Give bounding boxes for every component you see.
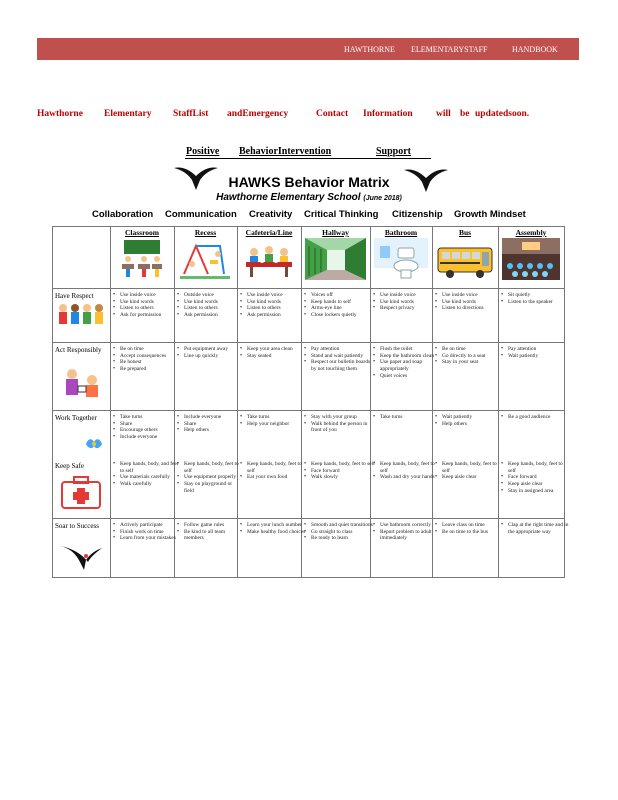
notice-word: Elementary xyxy=(104,109,152,119)
cell-responsibly-classroom xyxy=(112,346,180,373)
cell-respect-recess xyxy=(176,292,243,319)
cell-item: • Make healthy food choices xyxy=(247,529,307,536)
cell-item: • Keep the bathroom clean xyxy=(380,353,438,360)
cooperation-icon xyxy=(84,436,104,452)
classroom-illustration xyxy=(118,238,166,280)
column-header: Bus xyxy=(458,228,472,237)
cell-success-classroom xyxy=(112,522,180,542)
teacher-student-illustration xyxy=(60,366,104,402)
cell-together-recess xyxy=(176,414,243,434)
cell-item: • Include everyone xyxy=(184,414,243,421)
cell-responsibly-recess xyxy=(176,346,243,359)
cell-item: • Help others xyxy=(442,421,504,428)
cell-safe-classroom xyxy=(112,461,180,488)
cell-item: • Be prepared xyxy=(120,366,180,373)
cell-together-bathroom xyxy=(372,414,438,421)
kids-group-illustration xyxy=(56,302,106,330)
value-label: Creativity xyxy=(249,209,293,220)
cell-success-cafeteria xyxy=(239,522,307,535)
cell-item: • Outside voice xyxy=(184,292,243,299)
cell-item: • Keep your area clean xyxy=(247,346,307,353)
cell-item: • Take turns xyxy=(120,414,180,421)
notice-word: will xyxy=(436,109,451,119)
cell-item: • Be on time xyxy=(120,346,180,353)
cell-responsibly-hallway xyxy=(303,346,376,373)
notice-word: Contact xyxy=(316,109,349,119)
notice-word: andEmergency xyxy=(227,109,289,119)
cell-responsibly-cafeteria xyxy=(239,346,307,359)
cell-success-bathroom xyxy=(372,522,438,542)
cell-item: • Wait patiently xyxy=(442,414,504,421)
cell-item: • Ask for permission xyxy=(120,312,180,319)
column-header: Hallway xyxy=(322,228,349,237)
cell-safe-recess xyxy=(176,461,243,495)
column-header: Cafeteria/Line xyxy=(245,228,293,237)
cell-item: • Use inside voice xyxy=(120,292,180,299)
value-label: Citizenship xyxy=(392,209,443,220)
cell-item: • Be a good audience xyxy=(508,414,570,421)
cell-item: • Face forward xyxy=(508,474,570,481)
cell-item: • Use kind words xyxy=(380,299,438,306)
cell-item: • Walk carefully xyxy=(120,481,180,488)
cell-item: • Help your neighbor xyxy=(247,421,307,428)
cell-item: • Put equipment away xyxy=(184,346,243,353)
cell-item: • Stay seated xyxy=(247,353,307,360)
cell-item: • Stay with your group xyxy=(311,414,376,421)
cell-item: • Respect our bulletin boards by not touching them xyxy=(311,359,376,372)
cell-item: • Arms-eye line xyxy=(311,305,376,312)
cell-item: • Go directly to a seat xyxy=(442,353,504,360)
pbis-word: Support xyxy=(376,146,412,157)
cell-item: • Close lockers quietly xyxy=(311,312,376,319)
cell-item: • Learn your lunch number xyxy=(247,522,307,529)
pbis-word: BehaviorIntervention xyxy=(239,146,332,157)
cell-success-bus xyxy=(434,522,504,535)
cell-item: • Use inside voice xyxy=(442,292,504,299)
cell-item: • Take turns xyxy=(247,414,307,421)
cell-item: • Use kind words xyxy=(120,299,180,306)
cell-item: • Pay attention xyxy=(508,346,570,353)
matrix-subtitle xyxy=(0,192,618,203)
recess-illustration xyxy=(180,238,230,280)
cell-item: • Share xyxy=(120,421,180,428)
cell-item: • Wash and dry your hands xyxy=(380,474,438,481)
cell-together-hallway xyxy=(303,414,376,434)
cell-item: • Use inside voice xyxy=(380,292,438,299)
cell-item: • Be kind to all team members xyxy=(184,529,243,542)
hallway-illustration xyxy=(305,238,366,280)
cell-together-bus xyxy=(434,414,504,427)
cell-together-cafeteria xyxy=(239,414,307,427)
cell-safe-cafeteria xyxy=(239,461,307,481)
cell-safe-hallway xyxy=(303,461,376,481)
cell-item: • Ask permission xyxy=(247,312,307,319)
cell-item: • Listen to the speaker xyxy=(508,299,570,306)
row-label-safe: Keep Safe xyxy=(55,462,84,470)
cell-item: • Include everyone xyxy=(120,434,180,441)
cell-responsibly-bus xyxy=(434,346,504,366)
cell-safe-bathroom xyxy=(372,461,438,481)
cell-item: • Ask permission xyxy=(184,312,243,319)
notice-word: be xyxy=(460,109,470,119)
cell-item: • Keep aisle clear xyxy=(442,474,504,481)
cell-item: • Eat your own food xyxy=(247,474,307,481)
header-staff: ELEMENTARYSTAFF xyxy=(411,45,488,54)
cell-item: • Face forward xyxy=(311,468,376,475)
values-row xyxy=(0,209,618,223)
bus-icon xyxy=(436,238,496,280)
cell-item: • Use kind words xyxy=(247,299,307,306)
cell-item: • Leave class on time xyxy=(442,522,504,529)
cell-item: • Keep hands, body, feet to self xyxy=(184,461,243,474)
cell-item: • Keep hands, body, and feet to self xyxy=(120,461,180,474)
first-aid-icon xyxy=(58,474,104,512)
matrix-title: HAWKS Behavior Matrix xyxy=(228,174,390,190)
cell-item: • Walk slowly xyxy=(311,474,376,481)
cell-safe-assembly xyxy=(500,461,570,495)
value-label: Growth Mindset xyxy=(454,209,526,220)
header-band xyxy=(37,38,579,60)
value-label: Communication xyxy=(165,209,237,220)
cell-item: • Use paper and soap appropriately xyxy=(380,359,438,372)
cell-item: • Keep hands, body, feet to self xyxy=(442,461,504,474)
cell-item: • Help others xyxy=(184,427,243,434)
pbis-underline xyxy=(185,158,431,159)
cell-item: • Keep hands, body, feet to self xyxy=(247,461,307,474)
notice-word: Hawthorne xyxy=(37,109,83,119)
cell-item: • Use materials carefully xyxy=(120,474,180,481)
column-header: Recess xyxy=(194,228,217,237)
cell-together-assembly xyxy=(500,414,570,421)
cell-respect-bathroom xyxy=(372,292,438,312)
cell-item: • Actively participate xyxy=(120,522,180,529)
cell-success-assembly xyxy=(500,522,570,535)
cell-item: • Clap at the right time and in the appropriate way xyxy=(508,522,570,535)
cell-item: • Finish work on time xyxy=(120,529,180,536)
cell-respect-hallway xyxy=(303,292,376,319)
cell-respect-classroom xyxy=(112,292,180,319)
cell-item: • Accept consequences xyxy=(120,353,180,360)
cell-item: • Stay in your seat xyxy=(442,359,504,366)
cell-item: • Flush the toilet xyxy=(380,346,438,353)
cafeteria-illustration xyxy=(242,238,296,280)
cell-item: • Be ready to learn xyxy=(311,535,376,542)
cell-item: • Stay on playground or field xyxy=(184,481,243,494)
cell-respect-assembly xyxy=(500,292,570,305)
cell-item: • Sit quietly xyxy=(508,292,570,299)
cell-item: • Use kind words xyxy=(184,299,243,306)
cell-item: • Keep hands, body, feet to self xyxy=(508,461,570,474)
matrix-school: Hawthorne Elementary School xyxy=(216,192,361,203)
cell-success-hallway xyxy=(303,522,376,542)
cell-item: • Go straight to class xyxy=(311,529,376,536)
cell-item: • Share xyxy=(184,421,243,428)
row-label-success: Soar to Success xyxy=(55,522,99,530)
cell-item: • Listen to others xyxy=(120,305,180,312)
notice-word: updatedsoon. xyxy=(475,109,530,119)
assembly-illustration xyxy=(502,238,560,280)
cell-respect-bus xyxy=(434,292,504,312)
cell-item: • Keep hands to self xyxy=(311,299,376,306)
cell-item: • Keep aisle clear xyxy=(508,481,570,488)
row-label-together: Work Together xyxy=(55,414,97,422)
cell-success-recess xyxy=(176,522,243,542)
behavior-matrix xyxy=(52,226,569,578)
column-header: Classroom xyxy=(124,228,160,237)
header-school: HAWTHORNE xyxy=(344,45,395,54)
pbis-heading xyxy=(0,146,618,162)
cell-item: • Stand and wait patiently xyxy=(311,353,376,360)
pbis-word: Positive xyxy=(186,146,220,157)
cell-item: • Keep hands, body, feet to self xyxy=(380,461,438,474)
cell-item: • Be on time xyxy=(442,346,504,353)
hawk-mascot-icon xyxy=(58,542,104,572)
cell-item: • Use inside voice xyxy=(247,292,307,299)
cell-item: • Listen to directions xyxy=(442,305,504,312)
row-label-respect: Have Respect xyxy=(55,292,94,300)
cell-together-classroom xyxy=(112,414,180,441)
matrix-date: (June 2018) xyxy=(363,195,402,202)
cell-item: • Voices off xyxy=(311,292,376,299)
cell-responsibly-bathroom xyxy=(372,346,438,380)
cell-item: • Take turns xyxy=(380,414,438,421)
column-header: Assembly xyxy=(515,228,547,237)
cell-item: • Use bathroom correctly xyxy=(380,522,438,529)
bathroom-illustration xyxy=(374,238,428,280)
cell-item: • Stay in assigned area xyxy=(508,488,570,495)
cell-item: • Walk behind the person in front of you xyxy=(311,421,376,434)
cell-respect-cafeteria xyxy=(239,292,307,319)
cell-item: • Listen to others xyxy=(184,305,243,312)
cell-item: • Use kind words xyxy=(442,299,504,306)
cell-item: • Respect privacy xyxy=(380,305,438,312)
cell-item: • Use equipment properly xyxy=(184,474,243,481)
cell-item: • Encourage others xyxy=(120,427,180,434)
column-header: Bathroom xyxy=(384,228,418,237)
row-label-responsibly: Act Responsibly xyxy=(55,346,102,354)
cell-safe-bus xyxy=(434,461,504,481)
cell-item: • Learn from your mistakes xyxy=(120,535,180,542)
cell-item: • Line up quickly xyxy=(184,353,243,360)
value-label: Critical Thinking xyxy=(304,209,379,220)
cell-item: • Report problem to adult immediately xyxy=(380,529,438,542)
value-label: Collaboration xyxy=(92,209,154,220)
cell-item: • Be on time to the bus xyxy=(442,529,504,536)
cell-item: • Listen to others xyxy=(247,305,307,312)
cell-item: • Pay attention xyxy=(311,346,376,353)
cell-item: • Keep hands, body, feet to self xyxy=(311,461,376,468)
cell-item: • Follow game rules xyxy=(184,522,243,529)
cell-item: • Quiet voices xyxy=(380,373,438,380)
cell-item: • Be honest xyxy=(120,359,180,366)
update-notice xyxy=(0,109,618,123)
cell-responsibly-assembly xyxy=(500,346,570,359)
notice-word: StaffList xyxy=(173,109,209,119)
header-handbook: HANDBOOK xyxy=(512,45,558,54)
cell-item: • Wait patiently xyxy=(508,353,570,360)
notice-word: Information xyxy=(363,109,413,119)
cell-item: • Smooth and quiet transitions xyxy=(311,522,376,529)
